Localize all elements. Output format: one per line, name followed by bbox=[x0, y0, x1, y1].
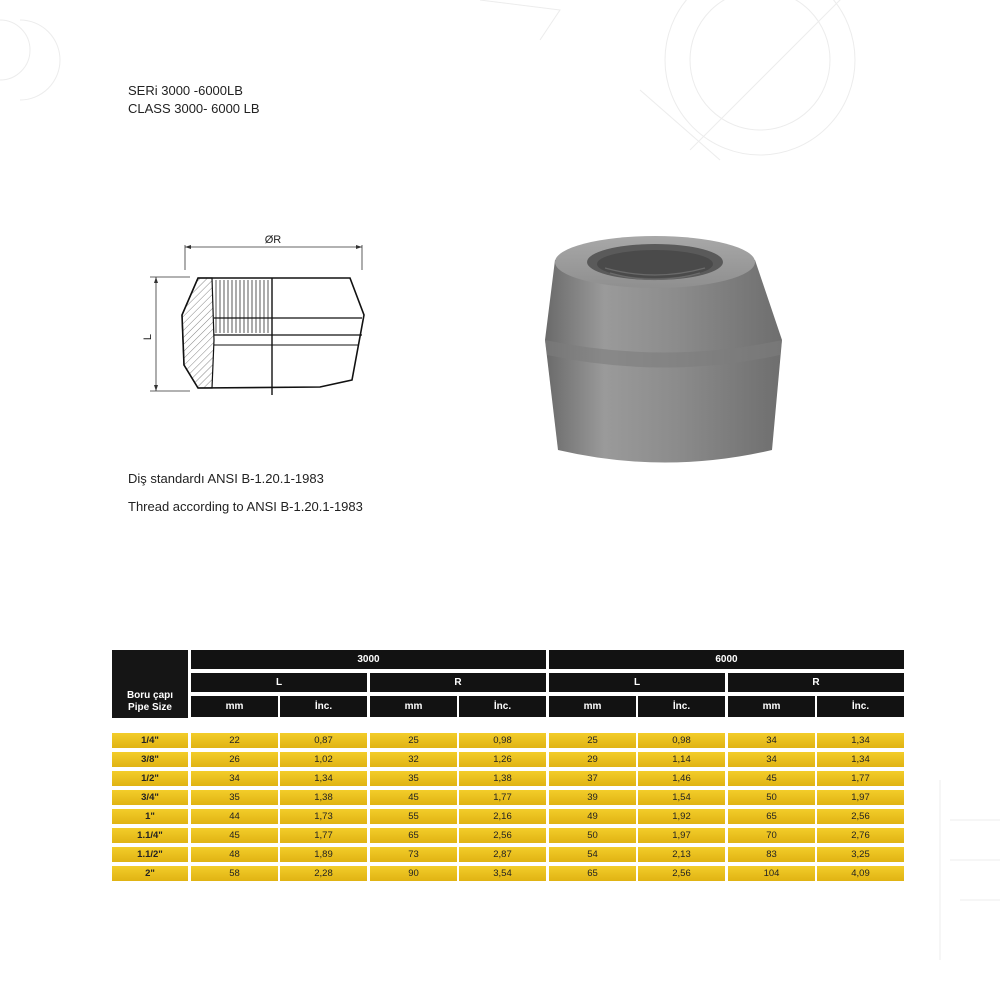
table-cell: 50 bbox=[728, 790, 815, 805]
unit-header: mm bbox=[191, 696, 278, 717]
product-render bbox=[540, 230, 790, 470]
table-cell: 4,09 bbox=[817, 866, 904, 881]
table-cell: 39 bbox=[549, 790, 636, 805]
table-cell: 2,87 bbox=[459, 847, 546, 862]
table-cell: 2,16 bbox=[459, 809, 546, 824]
table-cell: 2,76 bbox=[817, 828, 904, 843]
table-cell: 44 bbox=[191, 809, 278, 824]
table-cell: 32 bbox=[370, 752, 457, 767]
table-cell: 1,46 bbox=[638, 771, 725, 786]
table-cell: 25 bbox=[370, 733, 457, 748]
table-cell: 1,77 bbox=[280, 828, 367, 843]
table-cell: 58 bbox=[191, 866, 278, 881]
table-cell: 2,28 bbox=[280, 866, 367, 881]
dim-header: L bbox=[549, 673, 725, 692]
table-cell: 73 bbox=[370, 847, 457, 862]
pipe-size-cell: 3/4" bbox=[112, 790, 188, 805]
table-cell: 65 bbox=[370, 828, 457, 843]
unit-header: İnc. bbox=[280, 696, 367, 717]
table-cell: 1,97 bbox=[817, 790, 904, 805]
table-cell: 83 bbox=[728, 847, 815, 862]
pipe-size-label-tr: Boru çapı bbox=[126, 690, 174, 701]
table-cell: 34 bbox=[191, 771, 278, 786]
table-cell: 70 bbox=[728, 828, 815, 843]
table-cell: 45 bbox=[191, 828, 278, 843]
dim-header: L bbox=[191, 673, 367, 692]
table-cell: 2,56 bbox=[638, 866, 725, 881]
table-cell: 1,14 bbox=[638, 752, 725, 767]
dim-l-label: L bbox=[142, 333, 154, 341]
table-cell: 34 bbox=[728, 752, 815, 767]
thread-note-tr: Diş standardı ANSI B-1.20.1-1983 bbox=[128, 471, 324, 486]
pipe-size-cell: 2" bbox=[112, 866, 188, 881]
table-cell: 1,38 bbox=[280, 790, 367, 805]
table-cell: 65 bbox=[549, 866, 636, 881]
table-cell: 1,77 bbox=[817, 771, 904, 786]
class-6000-header: 6000 bbox=[549, 650, 904, 669]
table-cell: 50 bbox=[549, 828, 636, 843]
table-cell: 2,56 bbox=[817, 809, 904, 824]
table-cell: 22 bbox=[191, 733, 278, 748]
table-cell: 1,77 bbox=[459, 790, 546, 805]
pipe-size-cell: 1" bbox=[112, 809, 188, 824]
pipe-size-cell: 1/4" bbox=[112, 733, 188, 748]
table-cell: 48 bbox=[191, 847, 278, 862]
table-cell: 1,34 bbox=[280, 771, 367, 786]
table-cell: 1,02 bbox=[280, 752, 367, 767]
table-cell: 1,34 bbox=[817, 733, 904, 748]
table-cell: 35 bbox=[370, 771, 457, 786]
table-cell: 1,89 bbox=[280, 847, 367, 862]
dim-r-label: ØR bbox=[264, 234, 282, 246]
class-3000-header: 3000 bbox=[191, 650, 546, 669]
table-cell: 29 bbox=[549, 752, 636, 767]
series-line-1: SERi 3000 -6000LB bbox=[128, 83, 243, 98]
table-cell: 2,13 bbox=[638, 847, 725, 862]
table-cell: 37 bbox=[549, 771, 636, 786]
table-cell: 0,98 bbox=[459, 733, 546, 748]
table-cell: 45 bbox=[728, 771, 815, 786]
table-cell: 1,92 bbox=[638, 809, 725, 824]
pipe-size-cell: 1.1/2" bbox=[112, 847, 188, 862]
pipe-size-cell: 1/2" bbox=[112, 771, 188, 786]
dim-header: R bbox=[370, 673, 546, 692]
table-cell: 1,34 bbox=[817, 752, 904, 767]
table-cell: 1,73 bbox=[280, 809, 367, 824]
table-cell: 0,98 bbox=[638, 733, 725, 748]
table-cell: 1,97 bbox=[638, 828, 725, 843]
series-heading bbox=[128, 82, 260, 118]
table-cell: 1,54 bbox=[638, 790, 725, 805]
unit-header: İnc. bbox=[638, 696, 725, 717]
unit-header: İnc. bbox=[817, 696, 904, 717]
pipe-size-cell: 3/8" bbox=[112, 752, 188, 767]
series-line-2: CLASS 3000- 6000 LB bbox=[128, 101, 260, 116]
unit-header: mm bbox=[549, 696, 636, 717]
table-cell: 2,56 bbox=[459, 828, 546, 843]
table-cell: 3,25 bbox=[817, 847, 904, 862]
pipe-size-label-en: Pipe Size bbox=[128, 702, 172, 713]
thread-note-en: Thread according to ANSI B-1.20.1-1983 bbox=[128, 499, 363, 514]
table-cell: 35 bbox=[191, 790, 278, 805]
unit-header: mm bbox=[370, 696, 457, 717]
table-cell: 26 bbox=[191, 752, 278, 767]
table-cell: 49 bbox=[549, 809, 636, 824]
unit-header: mm bbox=[728, 696, 815, 717]
table-cell: 45 bbox=[370, 790, 457, 805]
table-cell: 34 bbox=[728, 733, 815, 748]
unit-header: İnc. bbox=[459, 696, 546, 717]
table-cell: 3,54 bbox=[459, 866, 546, 881]
table-cell: 0,87 bbox=[280, 733, 367, 748]
pipe-size-cell: 1.1/4" bbox=[112, 828, 188, 843]
dim-header: R bbox=[728, 673, 904, 692]
table-cell: 25 bbox=[549, 733, 636, 748]
dimension-table bbox=[112, 650, 906, 882]
table-cell: 65 bbox=[728, 809, 815, 824]
table-cell: 54 bbox=[549, 847, 636, 862]
table-cell: 1,26 bbox=[459, 752, 546, 767]
pipe-size-header bbox=[112, 650, 188, 718]
table-cell: 1,38 bbox=[459, 771, 546, 786]
technical-drawing bbox=[140, 225, 380, 405]
table-cell: 55 bbox=[370, 809, 457, 824]
table-cell: 90 bbox=[370, 866, 457, 881]
table-cell: 104 bbox=[728, 866, 815, 881]
